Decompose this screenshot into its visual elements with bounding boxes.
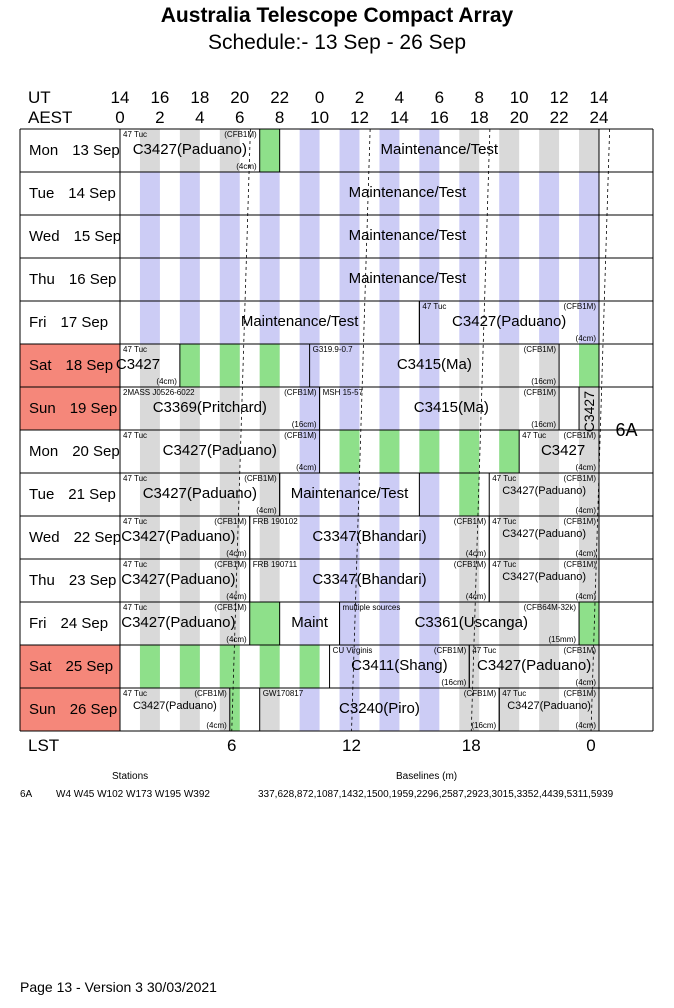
ut-tick-label: 22 [270,88,290,107]
ut-tick-label: 8 [474,88,484,107]
block-project: Maintenance/Test [290,485,409,502]
aest-tick-label: 18 [469,108,489,127]
block-band: (4cm) [575,678,596,687]
day-label [29,271,116,288]
aest-tick-label: 4 [195,108,205,127]
time-stripe [140,172,160,215]
block-source: 47 Tuc [123,560,148,569]
lst-tick-label: 0 [586,736,596,755]
day-of-week: Thu [29,271,55,288]
day-date: 26 Sep [69,701,118,718]
block-project: C3427(Paduano) [502,528,586,540]
day-label [29,658,113,675]
page-subtitle: Schedule:- 13 Sep - 26 Sep [207,31,466,54]
day-date: 21 Sep [68,486,116,503]
ut-tick-label: 14 [110,88,130,107]
ut-axis-label: UT [28,88,51,107]
block-project: C3427(Paduano) [121,571,236,588]
block-array-config: (CFB1M) [563,560,596,569]
day-of-week: Sun [29,400,56,417]
aest-tick-label: 24 [589,108,609,127]
aest-tick-label: 2 [155,108,165,127]
block-project: C3347(Bhandari) [312,528,427,545]
aest-tick-label: 0 [115,108,125,127]
block-array-config: (CFB1M) [214,517,247,526]
block-array-config: (CFB1M) [194,689,227,698]
time-stripe [579,215,599,258]
lst-tick-label: 6 [227,736,237,755]
day-of-week: Wed [29,529,60,546]
ut-tick-label: 2 [354,88,365,107]
day-of-week: Wed [29,228,60,245]
day-of-week: Sat [29,658,52,675]
block-band: (16cm) [471,721,497,730]
block-band: (4cm) [465,549,487,558]
block-project: C3427(Paduano) [452,313,567,330]
stations-heading: Stations [112,771,149,782]
block-array-config: (CFB1M) [463,689,497,698]
block-project: C3427 [115,356,161,373]
block-array-config: (CFB1M) [244,474,277,483]
day-date: 19 Sep [69,400,118,417]
block-array-config: (CFB1M) [224,130,257,139]
time-stripe [180,215,200,258]
block-band: (4cm) [575,506,596,515]
block-project: C3415(Ma) [413,399,489,416]
time-stripe [220,215,240,258]
day-of-week: Tue [29,486,55,503]
block-source: 47 Tuc [123,130,148,139]
block-project: Maintenance/Test [348,270,467,287]
block-project: C3427 [540,442,586,459]
time-stripe [220,172,240,215]
baselines-list: 337,628,872,1087,1432,1500,1959,2296,2587,2923,3015,3352,4439,5311,5939 [258,789,614,800]
block-source: GW170817 [262,689,304,698]
block-project: Maintenance/Test [348,184,467,201]
day-date: 13 Sep [72,142,120,159]
block-band: (4cm) [206,721,227,730]
aest-tick-label: 6 [235,108,245,127]
aest-tick-label: 16 [429,108,449,127]
block-array-config: (CFB1M) [563,517,596,526]
day-of-week: Mon [29,142,59,159]
aest-tick-label: 10 [310,108,330,127]
time-stripe [180,172,200,215]
block-band: (4cm) [226,592,247,601]
block-band: (4cm) [465,592,487,601]
day-date: 20 Sep [72,443,120,460]
block-source: 47 Tuc [502,689,527,698]
block-project: C3427(Paduano) [502,571,586,583]
day-date: 16 Sep [68,271,117,288]
block-source: 47 Tuc [422,302,447,311]
block-band: (4cm) [226,635,247,644]
day-date: 15 Sep [73,228,122,245]
block-source: MSH 15-57 [322,388,364,397]
day-label [29,314,108,331]
page-info: Page 13 - Version 3 30/03/2021 [20,979,217,995]
day-label [29,185,116,202]
block-band: (4cm) [256,506,277,515]
block-array-config: (CFB64M-32k) [523,603,577,612]
block-project: C3427 [581,391,598,433]
block-band: (16cm) [291,420,317,429]
ut-tick-label: 0 [314,88,325,107]
block-array-config: (CFB1M) [523,345,557,354]
aest-tick-label: 14 [389,108,409,127]
block-project: C3427(Paduano) [121,528,236,545]
block-array-config: (CFB1M) [563,646,596,655]
time-stripe [140,258,160,301]
block-source: 47 Tuc [123,603,148,612]
ut-tick-label: 12 [549,88,569,107]
block-project: C3240(Piro) [339,700,420,717]
block-project: C3411(Shang) [351,657,448,674]
block-source: 47 Tuc [522,431,547,440]
time-stripe [579,172,599,215]
block-array-config: (CFB1M) [563,474,596,483]
block-source: 47 Tuc [123,517,148,526]
day-date: 23 Sep [68,572,117,589]
ut-tick-label: 14 [589,88,609,107]
aest-tick-label: 22 [549,108,569,127]
block-project: C3415(Ma) [396,356,472,373]
block-band: (16cm) [441,678,467,687]
block-source: 47 Tuc [123,689,148,698]
calibration-slot [140,645,160,688]
block-project: Maintenance/Test [380,141,499,158]
aest-axis-label: AEST [28,108,73,127]
day-of-week: Thu [29,572,55,589]
lst-tick-label: 12 [342,736,361,755]
time-stripe [579,258,599,301]
time-stripe [180,258,200,301]
block-band: (4cm) [575,549,596,558]
block-source: FRB 190711 [252,560,298,569]
lst-tick-label: 18 [461,736,481,755]
ut-tick-label: 18 [190,88,210,107]
block-project: C3427(Paduano) [476,657,592,674]
aest-tick-label: 8 [274,108,285,127]
calibration-slot [180,645,200,688]
block-project: C3427(Paduano) [132,700,217,712]
block-source: 47 Tuc [472,646,497,655]
aest-tick-label: 12 [350,108,369,127]
block-array-config: (CFB1M) [284,388,317,397]
day-date: 17 Sep [60,314,109,331]
block-array-config: (CFB1M) [284,431,317,440]
array-config-label: 6A [615,420,638,440]
day-of-week: Sun [29,701,56,718]
aest-tick-label: 20 [509,108,529,127]
day-date: 24 Sep [60,615,109,632]
day-date: 22 Sep [73,529,122,546]
block-band: (16cm) [531,420,557,429]
block-band: (4cm) [575,721,596,730]
block-project: C3427(Paduano) [132,141,247,158]
block-project: Maintenance/Test [240,313,359,330]
day-of-week: Sat [29,357,52,374]
time-stripe [140,215,160,258]
day-of-week: Mon [29,443,59,460]
ut-tick-label: 10 [509,88,529,107]
block-array-config: (CFB1M) [453,517,487,526]
day-of-week: Tue [29,185,55,202]
footer-config: 6A [20,789,33,800]
block-project: C3361(Uscanga) [414,614,528,631]
day-of-week: Fri [29,314,47,331]
block-band: (16cm) [531,377,557,386]
block-source: 47 Tuc [492,560,517,569]
block-band: (4cm) [575,592,596,601]
baselines-heading: Baselines (m) [396,771,458,782]
day-date: 18 Sep [65,357,114,374]
day-date: 25 Sep [65,658,114,675]
block-project: C3347(Bhandari) [312,571,427,588]
time-stripe [220,258,240,301]
ut-tick-label: 4 [394,88,405,107]
block-source: 47 Tuc [123,431,148,440]
block-source: multiple sources [342,603,401,612]
block-array-config: (CFB1M) [523,388,557,397]
block-band: (4cm) [156,377,177,386]
lst-axis-label: LST [28,736,60,755]
ut-tick-label: 20 [230,88,250,107]
block-source: 47 Tuc [492,517,517,526]
block-band: (15mm) [548,635,577,644]
block-source: G319.9-0.7 [312,345,353,354]
block-array-config: (CFB1M) [433,646,467,655]
day-of-week: Fri [29,615,47,632]
block-array-config: (CFB1M) [563,302,596,311]
block-array-config: (CFB1M) [563,431,596,440]
calibration-slot [220,645,240,688]
block-project: C3427(Paduano) [507,700,591,712]
block-source: FRB 190102 [252,517,298,526]
block-source: 47 Tuc [123,345,148,354]
page-title: Australia Telescope Compact Array [160,4,514,27]
block-project: Maint [291,614,328,631]
block-band: (4cm) [226,549,247,558]
block-array-config: (CFB1M) [563,689,596,698]
block-band: (4cm) [575,334,596,343]
block-source: 47 Tuc [492,474,517,483]
ut-tick-label: 6 [434,88,445,107]
block-project: C3369(Pritchard) [152,399,267,416]
block-project: C3427(Paduano) [121,614,236,631]
block-source: 2MASS J0526-6022 [123,388,195,397]
day-date: 14 Sep [68,185,116,202]
block-project: C3427(Paduano) [142,485,257,502]
block-array-config: (CFB1M) [214,603,247,612]
block-source: 47 Tuc [123,474,148,483]
block-band: (4cm) [296,463,317,472]
block-array-config: (CFB1M) [214,560,247,569]
day-label [29,228,121,245]
ut-tick-label: 16 [150,88,170,107]
block-array-config: (CFB1M) [453,560,487,569]
block-project: C3427(Paduano) [502,485,586,497]
calibration-slot [379,430,399,473]
block-band: (4cm) [236,162,257,171]
block-project: C3427(Paduano) [162,442,277,459]
block-project: Maintenance/Test [348,227,467,244]
block-band: (4cm) [575,463,596,472]
block-source: CU Virginis [332,646,373,655]
stations-list: W4 W45 W102 W173 W195 W392 [56,789,210,800]
